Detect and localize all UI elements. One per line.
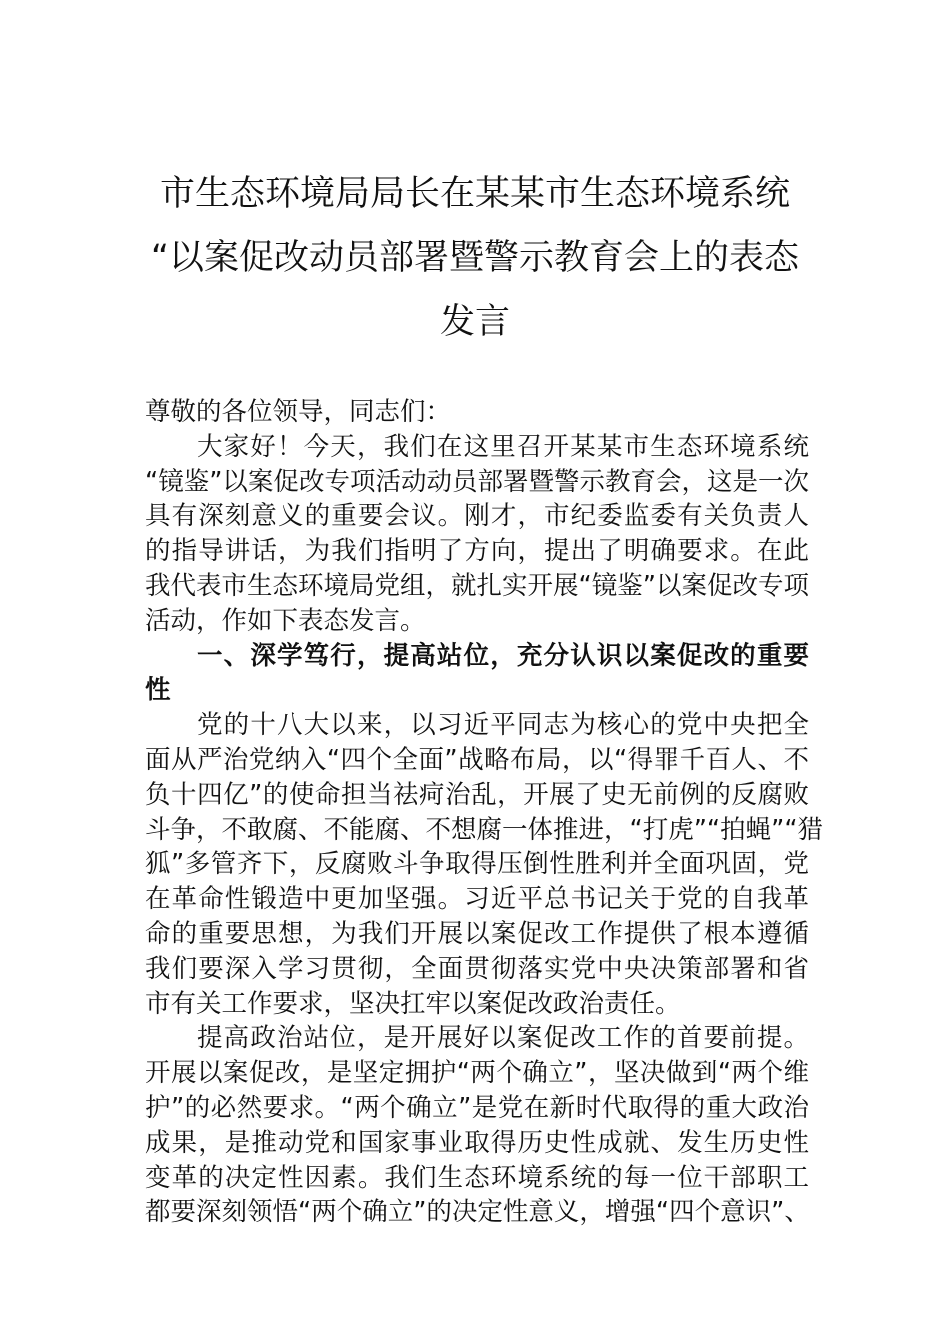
document-body bbox=[145, 395, 824, 1230]
title-line: 发言 bbox=[439, 302, 510, 342]
text-line: 具有深刻意义的重要会议。刚才，市纪委监委有关负责人 bbox=[145, 501, 809, 532]
paragraph-political-stance bbox=[145, 1021, 809, 1230]
text-line: 大家好！今天，我们在这里召开某某市生态环境系统 bbox=[197, 431, 809, 462]
text-line: 提高政治站位，是开展好以案促改工作的首要前提。 bbox=[197, 1023, 809, 1054]
salutation: 尊敬的各位领导，同志们： bbox=[145, 397, 452, 427]
text-line: 市有关工作要求，坚决扛牢以案促改政治责任。 bbox=[145, 988, 681, 1019]
document-title bbox=[140, 162, 810, 354]
title-line: “以案促改动员部署暨警示教育会上的表态 bbox=[150, 238, 800, 278]
text-line: 狐”多管齐下，反腐败斗争取得压倒性胜利并全面巩固，党 bbox=[145, 849, 809, 880]
text-line: 都要深刻领悟“两个确立”的决定性意义，增强“四个意识”、 bbox=[145, 1197, 810, 1228]
heading-line: 一、深学笃行，提高站位，充分认识以案促改的重要 bbox=[197, 640, 809, 671]
text-line: 斗争，不敢腐、不能腐、不想腐一体推进，“打虎”“拍蝇”“猎 bbox=[145, 814, 824, 845]
heading-line: 性 bbox=[145, 675, 171, 706]
text-line: 我们要深入学习贯彻，全面贯彻落实党中央决策部署和省 bbox=[145, 953, 809, 984]
text-line: 护”的必然要求。“两个确立”是党在新时代取得的重大政治 bbox=[145, 1092, 809, 1123]
paragraph-opening bbox=[145, 430, 809, 639]
text-line: 活动，作如下表态发言。 bbox=[145, 605, 426, 636]
section-heading-1 bbox=[145, 639, 809, 709]
text-line: 负十四亿”的使命担当祛疴治乱，开展了史无前例的反腐败 bbox=[145, 779, 809, 810]
text-line: 变革的决定性因素。我们生态环境系统的每一位干部职工 bbox=[145, 1162, 809, 1193]
text-line: 的指导讲话，为我们指明了方向，提出了明确要求。在此 bbox=[145, 536, 809, 567]
text-line: 我代表市生态环境局党组，就扎实开展“镜鉴”以案促改专项 bbox=[145, 570, 809, 601]
text-line: 开展以案促改，是坚定拥护“两个确立”，坚决做到“两个维 bbox=[145, 1058, 809, 1089]
text-line: 在革命性锻造中更加坚强。习近平总书记关于党的自我革 bbox=[145, 884, 809, 915]
title-line: 市生态环境局局长在某某市生态环境系统 bbox=[159, 174, 790, 214]
text-line: 成果，是推动党和国家事业取得历史性成就、发生历史性 bbox=[145, 1127, 809, 1158]
text-line: “镜鉴”以案促改专项活动动员部署暨警示教育会，这是一次 bbox=[145, 466, 809, 497]
text-line: 党的十八大以来，以习近平同志为核心的党中央把全 bbox=[197, 710, 809, 741]
text-line: 命的重要思想，为我们开展以案促改工作提供了根本遵循 bbox=[145, 918, 809, 949]
text-line: 面从严治党纳入“四个全面”战略布局，以“得罪千百人、不 bbox=[145, 744, 809, 775]
paragraph-party-history bbox=[145, 708, 824, 1021]
